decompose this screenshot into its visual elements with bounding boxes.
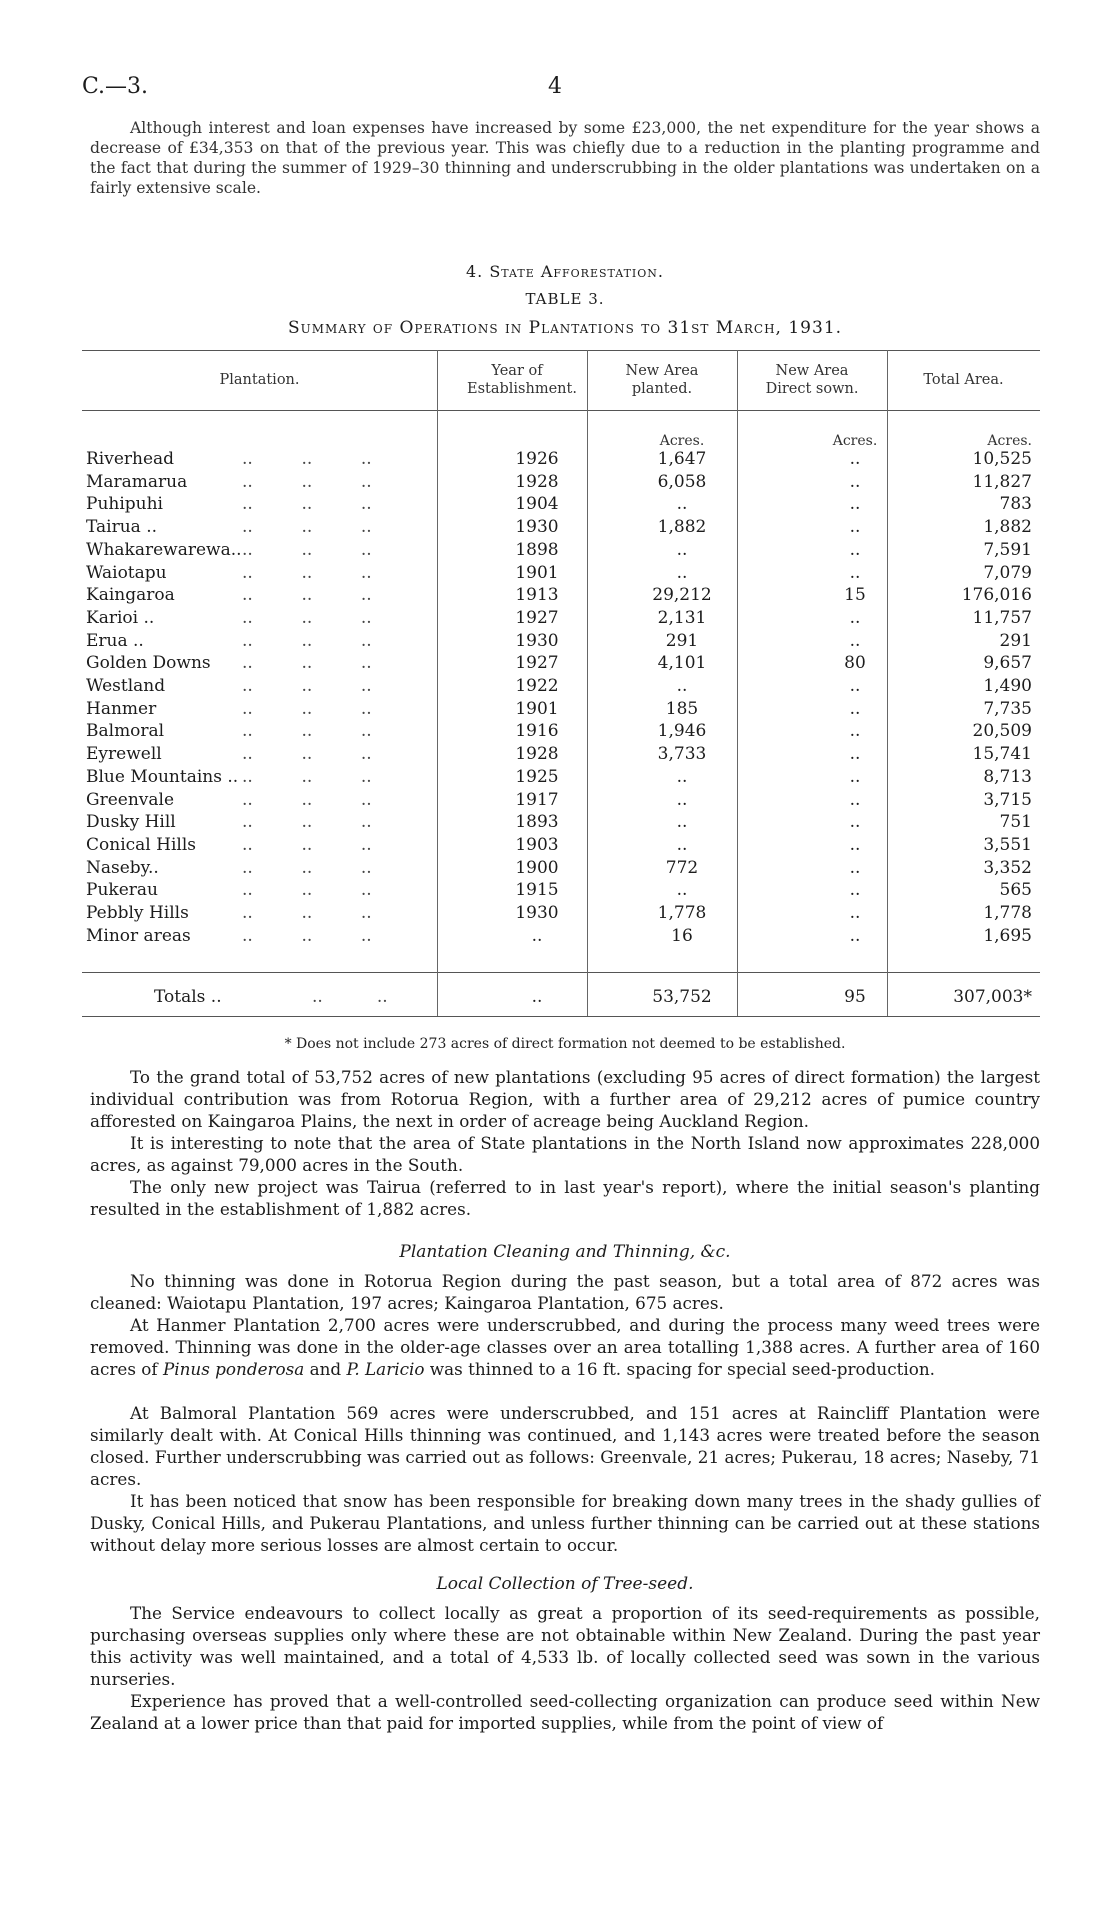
total-area: 783 (999, 494, 1032, 515)
table-row (82, 607, 1040, 630)
leader-dots: .. .. .. (242, 494, 372, 515)
year-established: 1930 (515, 903, 559, 923)
table-row (82, 493, 1040, 516)
leader-dots: .. .. .. (242, 539, 372, 560)
new-area-planted: .. (676, 562, 688, 583)
year-established: 1916 (515, 721, 559, 742)
year-established: 1904 (515, 494, 559, 515)
leader-dots: .. .. .. (242, 812, 372, 833)
plantation-name: Erua .. (86, 630, 144, 651)
plantation-name: Pebbly Hills (86, 903, 189, 923)
paragraph-hanmer (90, 1314, 1040, 1380)
new-area-planted: 29,212 (652, 585, 712, 606)
new-area-planted: .. (676, 676, 688, 696)
year-established: .. (531, 925, 543, 946)
header-plantation: Plantation. (219, 372, 300, 388)
leader-dots: .. .. .. (242, 789, 372, 810)
totals-new-area: 53,752 (652, 987, 712, 1007)
table-row (82, 584, 1040, 607)
leader-dots: .. .. .. (242, 903, 372, 923)
new-area-direct-sown: .. (849, 903, 861, 923)
paragraph-north-island: It is interesting to note that the area of State plantations in the North Island now approximates 228,000 acres, as against 79,000 acres in the South. (90, 1133, 1040, 1175)
new-area-direct-sown: .. (849, 630, 861, 651)
new-area-planted: 4,101 (657, 653, 707, 674)
table-row (82, 562, 1040, 585)
leader-dots: .. .. .. (242, 744, 372, 765)
paragraph-balmoral: At Balmoral Plantation 569 acres were underscrubbed, and 151 acres at Raincliff Plantation were similarly dealt with. At Conical Hills thinning was continued, and 1,143 acres were treated before the season closed. Further underscrubbing was carried out as follows: Greenvale, 21 acres; Pukerau, 18 acres; Naseby, 71 acres. (90, 1403, 1040, 1489)
new-area-direct-sown: 15 (844, 585, 866, 606)
units-total: Acres. (987, 433, 1032, 449)
plantation-name: Dusky Hill (86, 812, 176, 833)
year-established: 1901 (515, 562, 559, 583)
table-top-rule (82, 350, 1040, 351)
new-area-planted: .. (676, 834, 688, 855)
plantation-name: Conical Hills (86, 834, 196, 855)
table-row (82, 630, 1040, 653)
total-area: 176,016 (961, 585, 1032, 606)
paragraph-tairua: The only new project was Tairua (referred to in last year's report), where the initial season's planting resulted in the establishment of 1,882 acres. (90, 1177, 1040, 1219)
table-row (82, 766, 1040, 789)
new-area-planted: .. (676, 494, 688, 515)
header-new-area: New Area planted. (625, 363, 699, 397)
plantation-name: Minor areas (86, 925, 191, 946)
year-established: 1922 (515, 676, 559, 696)
new-area-planted: 1,882 (657, 517, 707, 538)
leader-dots: .. .. .. (242, 880, 372, 901)
new-area-direct-sown: .. (849, 494, 861, 515)
new-area-planted: 6,058 (657, 471, 707, 492)
plantation-name: Riverhead (86, 449, 175, 469)
new-area-direct-sown: .. (849, 698, 861, 719)
leader-dots: .. .. .. (242, 471, 372, 492)
new-area-direct-sown: .. (849, 812, 861, 833)
total-area: 7,735 (983, 698, 1032, 719)
hanmer-text-b: was thinned to a 16 ft. spacing for special seed-production. (424, 1359, 935, 1379)
leader-dots: .. .. (312, 987, 388, 1007)
plantation-name: Hanmer (86, 698, 157, 719)
species-laricio: P. Laricio (346, 1359, 425, 1379)
total-area: 20,509 (972, 721, 1032, 742)
leader-dots: .. .. .. (242, 449, 372, 469)
plantation-name: Eyrewell (86, 744, 162, 765)
table-row (82, 789, 1040, 812)
paragraph-snow-damage: It has been noticed that snow has been responsible for breaking down many trees in the shady gullies of Dusky, Conical Hills, and Pukerau Plantations, and unless further thinning can be carried out at these stations without delay more serious losses are almost certain to occur. (90, 1491, 1040, 1555)
plantation-name: Tairua .. (86, 517, 158, 538)
total-area: 15,741 (972, 744, 1032, 765)
header-rule (82, 410, 1040, 411)
document-reference: C.—3. (82, 74, 149, 99)
total-area: 8,713 (983, 766, 1032, 787)
table-row (82, 675, 1040, 698)
new-area-planted: 1,778 (657, 903, 707, 923)
leader-dots: .. .. .. (242, 925, 372, 946)
new-area-planted: 291 (665, 630, 699, 651)
year-established: 1930 (515, 517, 559, 538)
section-title: 4. State Afforestation. (465, 262, 665, 281)
leader-dots: .. .. .. (242, 517, 372, 538)
new-area-planted: .. (676, 539, 688, 560)
totals-rule (82, 972, 1040, 973)
total-area: 11,827 (972, 471, 1032, 492)
paragraph-grand-total: To the grand total of 53,752 acres of new plantations (excluding 95 acres of direct formation) the largest individual contribution was from Rotorua Region, with a further area of 29,212 acres of pumice country afforested on Kaingaroa Plains, the next in order of acreage being Auckland Region. (90, 1067, 1040, 1131)
plantation-name: Greenvale (86, 789, 175, 810)
leader-dots: .. .. .. (242, 676, 372, 696)
leader-dots: .. .. .. (242, 607, 372, 628)
page-number: 4 (548, 74, 562, 99)
total-area: 7,079 (983, 562, 1032, 583)
table-row (82, 879, 1040, 902)
total-area: 3,715 (983, 789, 1032, 810)
table-row (82, 471, 1040, 494)
header-total-area: Total Area. (923, 372, 1004, 388)
total-area: 1,490 (983, 676, 1032, 696)
totals-direct: 95 (844, 987, 866, 1007)
total-area: 291 (999, 630, 1032, 651)
year-established: 1925 (515, 766, 559, 787)
plantation-name: Naseby.. (86, 857, 159, 878)
total-area: 751 (999, 812, 1032, 833)
units-new-area: Acres. (659, 433, 705, 449)
plantation-name: Golden Downs (86, 653, 211, 674)
new-area-planted: .. (676, 812, 688, 833)
new-area-direct-sown: .. (849, 607, 861, 628)
total-area: 1,695 (983, 925, 1032, 946)
leader-dots: .. .. .. (242, 857, 372, 878)
year-established: 1927 (515, 653, 559, 674)
plantation-name: Waiotapu (86, 562, 167, 583)
table-footnote: * Does not include 273 acres of direct formation not deemed to be established. (284, 1036, 846, 1052)
total-area: 1,882 (983, 517, 1032, 538)
year-established: 1928 (515, 471, 559, 492)
new-area-direct-sown: 80 (844, 653, 866, 674)
new-area-direct-sown: .. (849, 539, 861, 560)
units-direct: Acres. (832, 433, 878, 449)
new-area-direct-sown: .. (849, 880, 861, 901)
hanmer-text-a: At Hanmer Plantation 2,700 acres were underscrubbed, and during the process many weed trees were removed. Thinning was done in the older-age classes over an area totalling 1,388 acres. A further area of 160 acres of (90, 1315, 1040, 1379)
new-area-direct-sown: .. (849, 517, 861, 538)
year-established: 1893 (515, 812, 559, 833)
new-area-direct-sown: .. (849, 789, 861, 810)
table-row (82, 834, 1040, 857)
total-area: 1,778 (983, 903, 1032, 923)
year-established: 1898 (515, 539, 559, 560)
new-area-direct-sown: .. (849, 857, 861, 878)
year-established: 1900 (515, 857, 559, 878)
new-area-planted: .. (676, 880, 688, 901)
total-area: 11,757 (972, 607, 1032, 628)
leader-dots: .. .. .. (242, 562, 372, 583)
year-established: 1926 (515, 449, 559, 469)
plantation-name: Whakarewarewa.. (86, 539, 242, 560)
new-area-planted: 3,733 (657, 744, 707, 765)
new-area-planted: 2,131 (657, 607, 707, 628)
header-year: Year of Establishment. (467, 363, 577, 397)
leader-dots: .. .. .. (242, 630, 372, 651)
new-area-planted: 1,946 (657, 721, 707, 742)
year-established: 1901 (515, 698, 559, 719)
new-area-planted: 185 (665, 698, 699, 719)
year-established: 1903 (515, 834, 559, 855)
table-row (82, 720, 1040, 743)
table-row (82, 811, 1040, 834)
new-area-direct-sown: .. (849, 449, 861, 469)
leader-dots: .. .. .. (242, 653, 372, 674)
table-row (82, 448, 1040, 471)
table-row (82, 516, 1040, 539)
new-area-planted: 16 (671, 925, 693, 946)
table-row (82, 652, 1040, 675)
total-area: 3,352 (983, 857, 1032, 878)
new-area-direct-sown: .. (849, 925, 861, 946)
new-area-direct-sown: .. (849, 562, 861, 583)
plantation-name: Westland (86, 676, 166, 696)
new-area-direct-sown: .. (849, 676, 861, 696)
table-row (82, 539, 1040, 562)
total-area: 3,551 (983, 834, 1032, 855)
totals-total: 307,003* (953, 987, 1032, 1007)
table-row (82, 857, 1040, 880)
table-bottom-rule (82, 1016, 1040, 1017)
paragraph-seed-collection: The Service endeavours to collect locally as great a proportion of its seed-requirements as possible, purchasing overseas supplies only where these are not obtainable within New Zealand. During the past year this activity was well maintained, and a total of 4,533 lb. of locally collected seed was sown in the various nurseries. (90, 1603, 1040, 1689)
new-area-planted: 772 (665, 857, 699, 878)
plantation-name: Balmoral (86, 721, 165, 742)
plantation-summary-table (82, 350, 1040, 1016)
year-established: 1930 (515, 630, 559, 651)
leader-dots: .. .. .. (242, 585, 372, 606)
new-area-direct-sown: .. (849, 834, 861, 855)
total-area: 565 (999, 880, 1032, 901)
new-area-planted: 1,647 (657, 449, 707, 469)
leader-dots: .. .. .. (242, 834, 372, 855)
new-area-planted: .. (676, 789, 688, 810)
table-title: Summary of Operations in Plantations to 31st March, 1931. (287, 318, 843, 338)
plantation-name: Blue Mountains .. (86, 766, 239, 787)
totals-label: Totals .. (154, 987, 222, 1007)
plantation-name: Puhipuhi (86, 494, 163, 515)
new-area-direct-sown: .. (849, 766, 861, 787)
total-area: 9,657 (983, 653, 1032, 674)
year-established: 1917 (515, 789, 559, 810)
table-row (82, 698, 1040, 721)
plantation-name: Kaingaroa (86, 585, 175, 606)
year-established: 1913 (515, 585, 559, 606)
hanmer-and: and (304, 1359, 347, 1379)
year-established: 1915 (515, 880, 559, 901)
total-area: 10,525 (972, 449, 1032, 469)
seed-heading: Local Collection of Tree-seed. (436, 1574, 694, 1594)
year-established: 1928 (515, 744, 559, 765)
cleaning-heading: Plantation Cleaning and Thinning, &c. (399, 1242, 731, 1262)
plantation-name: Karioi .. (86, 607, 155, 628)
total-area: 7,591 (983, 539, 1032, 560)
table-row (82, 902, 1040, 925)
new-area-planted: .. (676, 766, 688, 787)
totals-year: .. (531, 987, 543, 1007)
plantation-name: Maramarua (86, 471, 188, 492)
new-area-direct-sown: .. (849, 744, 861, 765)
table-row (82, 925, 1040, 948)
table-label: TABLE 3. (525, 290, 605, 308)
species-ponderosa: Pinus ponderosa (162, 1359, 305, 1379)
plantation-name: Pukerau (86, 880, 158, 901)
totals-row (82, 986, 1040, 1009)
intro-paragraph: Although interest and loan expenses have increased by some £23,000, the net expenditure for the year shows a decrease of £34,353 on that of the previous year. This was chiefly due to a reduction in the planting programme and the fact that during the summer of 1929–30 thinning and underscrubbing in the older plantations was undertaken on a fairly extensive scale. (90, 119, 1040, 197)
paragraph-rotorua-cleaning: No thinning was done in Rotorua Region during the past season, but a total area of 872 acres was cleaned: Waiotapu Plantation, 197 acres; Kaingaroa Plantation, 675 acres. (90, 1271, 1040, 1313)
leader-dots: .. .. .. (242, 698, 372, 719)
leader-dots: .. .. .. (242, 721, 372, 742)
new-area-direct-sown: .. (849, 721, 861, 742)
paragraph-seed-experience: Experience has proved that a well-controlled seed-collecting organization can produce seed within New Zealand at a lower price than that paid for imported supplies, while from the point of view of (90, 1691, 1040, 1733)
table-row (82, 743, 1040, 766)
new-area-direct-sown: .. (849, 471, 861, 492)
leader-dots: .. .. .. (242, 766, 372, 787)
header-direct-sown: New Area Direct sown. (765, 363, 859, 397)
year-established: 1927 (515, 607, 559, 628)
